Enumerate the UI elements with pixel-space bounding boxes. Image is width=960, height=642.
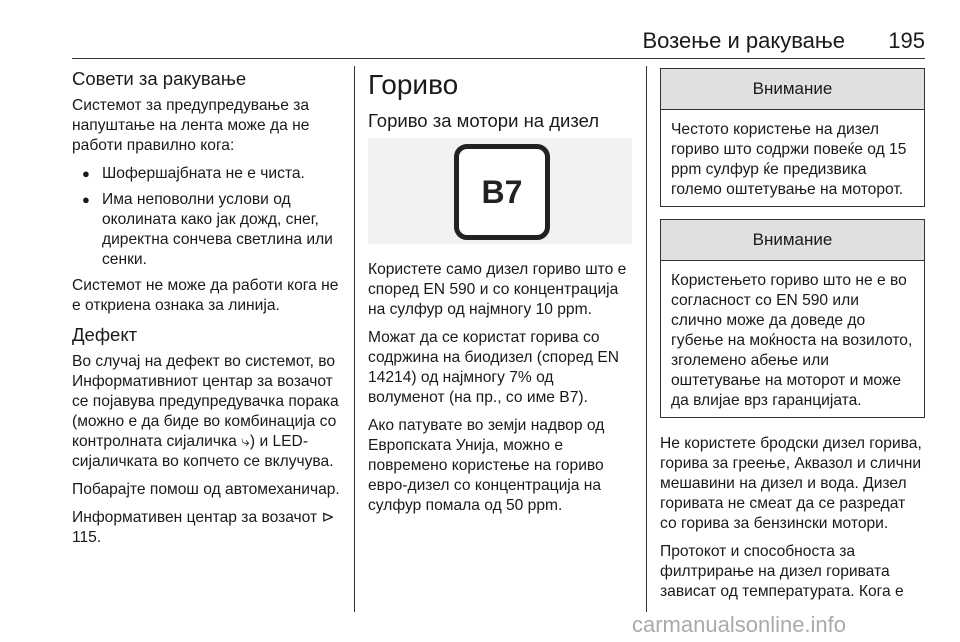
section-title-defect: Дефект: [72, 324, 138, 345]
caution-box-1: [660, 68, 925, 207]
section-title-handling: Совети за ракување: [72, 68, 247, 89]
caution-text: Честото користење на дизел гориво што содржи повеќе од 15 ppm сулфур ќе предизвика големо оштетување на моторот.: [671, 121, 907, 198]
header-rule: [72, 58, 925, 59]
header-title: Возење и ракување: [642, 28, 845, 53]
column-divider-2: [646, 66, 647, 612]
fuel-paragraph-2: Можат да се користат горива со содржина на биодизел (според EN 14214) од најмногу 7% од волуменот (на пр., со име B7).: [368, 329, 619, 406]
column-3: [660, 68, 925, 610]
conditions-list: [72, 164, 344, 270]
page-number: 195: [888, 28, 925, 53]
caution-text: Користењето гориво што не е во согласност со EN 590 или слично може да доведе до губење на моќноста на возилото, зголемено абење или оштетување на моторот и може да влијае врз гаранцијата.: [671, 272, 913, 409]
page-header: [72, 28, 925, 58]
caution-box-2: [660, 219, 925, 418]
column-divider-1: [354, 66, 355, 612]
intro-paragraph: Системот за предупредување за напуштање на лента може да не работи правилно кога:: [72, 97, 310, 154]
caution-title: Внимание: [661, 220, 924, 261]
reference-paragraph: Информативен центар за возачот ⊳ 115.: [72, 509, 335, 546]
column-2: [368, 68, 632, 524]
b7-fuel-icon: [454, 144, 550, 240]
fuel-label-figure: [368, 138, 632, 244]
diesel-paragraph-1: Не користете бродски дизел горива, горива за греење, Аквазол и слични мешавини на дизел и вода. Дизел горивата не смеат да се разредат со горива за бензински мотори.: [660, 435, 922, 532]
list-item: ● Има неповолни услови од околината како јак дожд, снег, директна сончева светлина или сенки.: [72, 190, 344, 270]
defect-paragraph: Во случај на дефект во системот, во Информативниот центар за возачот се појавува предупредувачка порака (можно е да биде во комбинација со контролната сијаличка ⤷) и LED-сијаличката во копчето се вклучува.: [72, 353, 339, 470]
fuel-paragraph-3: Ако патувате во земји надвор од Европската Унија, можно е повремено користење на гориво евро-дизел со концентрација на сулфур помала од 50 ppm.: [368, 417, 605, 514]
watermark: carmanualsonline.info: [632, 612, 847, 637]
caution-title: Внимание: [661, 69, 924, 110]
subsection-title-diesel: Гориво за мотори на дизел: [368, 110, 600, 131]
list-item: ● Шофершајбната не е чиста.: [72, 164, 344, 184]
paragraph-no-line: Системот не може да работи кога не е откриена ознака за линија.: [72, 277, 339, 314]
help-paragraph: Побарајте помош од автомеханичар.: [72, 481, 340, 498]
b7-label: B7: [481, 174, 523, 210]
column-1: [72, 68, 344, 556]
fuel-paragraph-1: Користете само дизел гориво што е според EN 590 и со концентрација на сулфур од најмногу 10 ppm.: [368, 261, 627, 318]
section-title-fuel: Гориво: [368, 69, 459, 100]
diesel-paragraph-2: Протокот и способноста за филтрирање на дизел горивата зависат од температурата. Кога е: [660, 543, 904, 600]
